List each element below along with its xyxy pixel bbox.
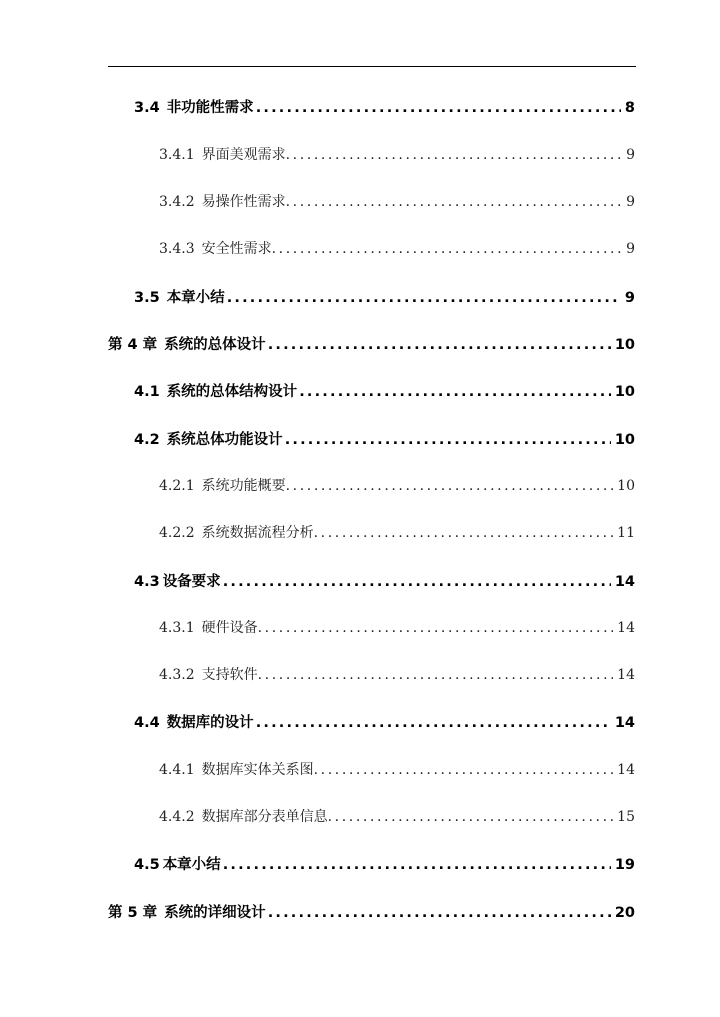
toc-entry-title: 硬件设备 (201, 620, 258, 636)
toc-entry-page: 9 (626, 241, 635, 257)
toc-entry-page: 14 (614, 574, 635, 590)
toc-entry-page: 14 (617, 762, 635, 778)
toc-dot-leader (285, 432, 611, 448)
toc-entry-title: 系统数据流程分析 (201, 525, 314, 541)
toc-entry-title: 本章小结 (166, 290, 225, 306)
toc-entry-number: 4.1 (134, 384, 160, 400)
toc-entry-page: 10 (617, 478, 635, 494)
toc-entry-page: 9 (626, 147, 635, 163)
toc-entry-page: 9 (626, 194, 635, 210)
toc-dot-leader (258, 620, 614, 636)
toc-dot-leader (314, 525, 614, 541)
toc-entry-4-3[interactable] (134, 570, 635, 592)
toc-dot-leader (223, 857, 611, 873)
toc-entry-title: 易操作性需求 (201, 194, 286, 210)
toc-dot-leader (286, 478, 614, 494)
toc-dot-leader (268, 337, 611, 353)
toc-entry-4-2[interactable] (134, 428, 635, 450)
toc-entry-number: 4.3 (134, 574, 160, 590)
toc-entry-page: 10 (614, 384, 635, 400)
toc-entry-4-1[interactable] (134, 380, 635, 402)
toc-entry-chapter-5[interactable] (108, 901, 635, 923)
toc-entry-4-2-2[interactable] (159, 522, 635, 544)
toc-entry-4-4[interactable] (134, 711, 635, 733)
toc-entry-number: 3.5 (134, 290, 160, 306)
toc-entry-number: 4.3.1 (159, 620, 195, 636)
toc-entry-title: 界面美观需求 (201, 147, 286, 163)
toc-entry-title: 系统的详细设计 (164, 905, 266, 921)
toc-entry-title: 安全性需求 (201, 241, 272, 257)
toc-entry-3-4-3[interactable] (159, 238, 635, 260)
toc-entry-number: 4.4.2 (159, 809, 195, 825)
toc-entry-title: 数据库实体关系图 (201, 762, 314, 778)
toc-entry-number: 3.4.3 (159, 241, 195, 257)
toc-entry-number: 4.2 (134, 432, 160, 448)
toc-entry-number: 3.4.1 (159, 147, 195, 163)
toc-dot-leader (256, 100, 621, 116)
toc-dot-leader (258, 667, 614, 683)
toc-entry-title: 设备要求 (162, 574, 221, 590)
toc-entry-4-2-1[interactable] (159, 475, 635, 497)
toc-entry-page: 10 (614, 337, 635, 353)
toc-dot-leader (227, 290, 621, 306)
toc-entry-4-4-1[interactable] (159, 759, 635, 781)
toc-dot-leader (314, 762, 614, 778)
toc-entry-4-4-2[interactable] (159, 806, 635, 828)
toc-entry-title: 系统的总体结构设计 (166, 384, 298, 400)
toc-entry-number: 第 4 章 (108, 337, 158, 353)
toc-entry-4-3-2[interactable] (159, 664, 635, 686)
toc-entry-number: 3.4.2 (159, 194, 195, 210)
toc-entry-number: 4.3.2 (159, 667, 195, 683)
toc-entry-page: 14 (614, 715, 635, 731)
toc-dot-leader (272, 241, 622, 257)
toc-entry-number: 4.2.2 (159, 525, 195, 541)
toc-entry-page: 14 (617, 667, 635, 683)
toc-entry-4-3-1[interactable] (159, 617, 635, 639)
toc-dot-leader (268, 905, 611, 921)
toc-entry-page: 10 (614, 432, 635, 448)
toc-dot-leader (256, 715, 611, 731)
toc-entry-chapter-4[interactable] (108, 333, 635, 355)
toc-entry-3-5[interactable] (134, 286, 635, 308)
toc-entry-title: 非功能性需求 (166, 100, 254, 116)
toc-entry-page: 14 (617, 620, 635, 636)
toc-entry-title: 数据库部分表单信息 (201, 809, 328, 825)
toc-entry-number: 4.5 (134, 857, 160, 873)
toc-entry-page: 9 (624, 290, 635, 306)
toc-entry-3-4-1[interactable] (159, 144, 635, 166)
toc-entry-page: 8 (624, 100, 635, 116)
toc-entry-page: 20 (614, 905, 635, 921)
toc-entry-number: 4.4 (134, 715, 160, 731)
toc-entry-title: 数据库的设计 (166, 715, 254, 731)
toc-dot-leader (299, 384, 611, 400)
toc-entry-title: 系统的总体设计 (164, 337, 266, 353)
toc-dot-leader (328, 809, 614, 825)
toc-entry-3-4-2[interactable] (159, 191, 635, 213)
toc-entry-title: 本章小结 (162, 857, 221, 873)
toc-entry-number: 4.4.1 (159, 762, 195, 778)
toc-entry-page: 11 (617, 525, 635, 541)
toc-entry-page: 15 (617, 809, 635, 825)
toc-entry-number: 第 5 章 (108, 905, 158, 921)
toc-entry-4-5[interactable] (134, 853, 635, 875)
toc-entry-title: 系统总体功能设计 (166, 432, 283, 448)
toc-entry-3-4[interactable] (134, 96, 635, 118)
toc-dot-leader (286, 147, 622, 163)
toc-dot-leader (223, 574, 611, 590)
toc-entry-page: 19 (614, 857, 635, 873)
toc-entry-number: 4.2.1 (159, 478, 195, 494)
toc-entry-title: 系统功能概要 (201, 478, 286, 494)
toc-dot-leader (286, 194, 622, 210)
toc-entry-number: 3.4 (134, 100, 160, 116)
toc-entry-title: 支持软件 (201, 667, 258, 683)
